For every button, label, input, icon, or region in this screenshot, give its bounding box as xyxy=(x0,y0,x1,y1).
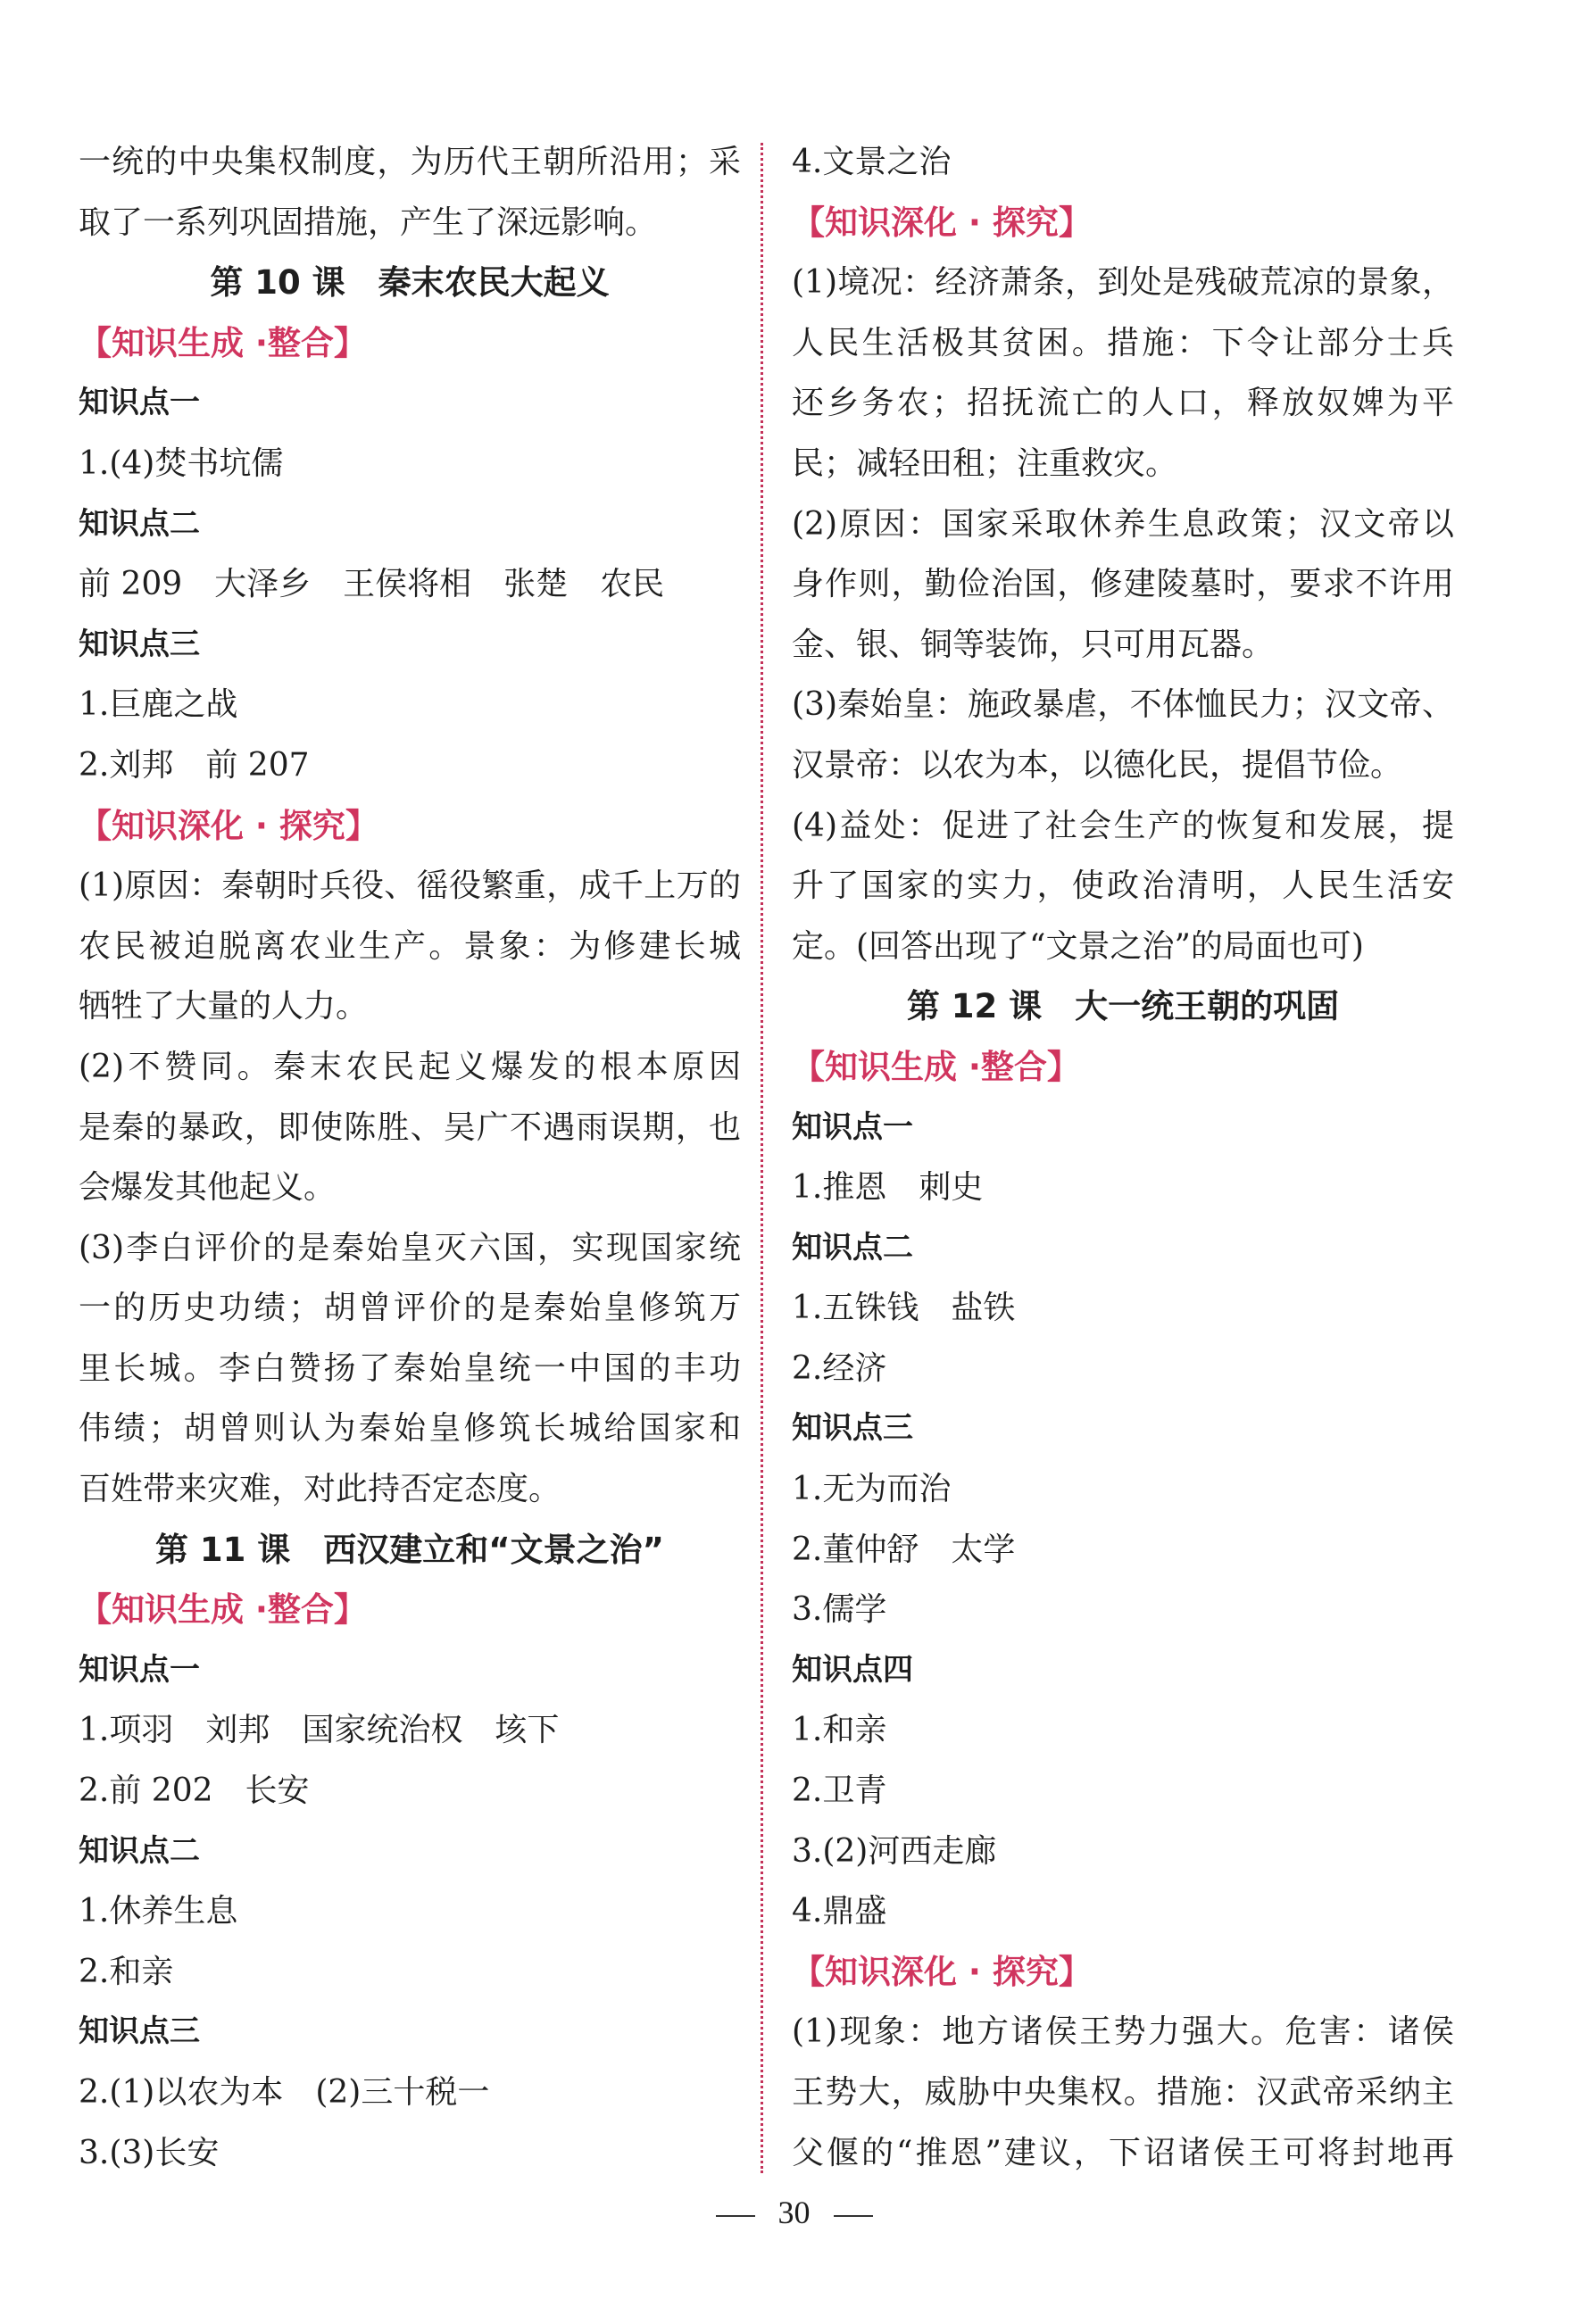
knowledge-point-heading: 知识点二 xyxy=(79,505,200,542)
text-line: 1.和亲 xyxy=(792,1712,887,1749)
text-line: 1.(4)焚书坑儒 xyxy=(79,444,284,482)
page-footer xyxy=(0,2194,1588,2231)
lesson-title: 第 11 课 西汉建立和“文景之治” xyxy=(155,1530,664,1569)
section-tag: 【知识深化 · 探究】 xyxy=(79,806,378,845)
text-line: 农民被迫脱离农业生产。景象：为修建长城 xyxy=(79,927,741,965)
knowledge-point-heading: 知识点四 xyxy=(792,1651,913,1688)
text-line: 定。(回答出现了“文景之治”的局面也可) xyxy=(792,927,1364,965)
text-line: 还乡务农；招抚流亡的人口，释放奴婢为平 xyxy=(792,385,1454,422)
text-line: 2.前 202 长安 xyxy=(79,1772,310,1810)
text-line: 会爆发其他起义。 xyxy=(79,1169,337,1207)
right-column xyxy=(792,132,1454,2183)
section-tag: 【知识深化 · 探究】 xyxy=(792,203,1092,242)
section-tag: 【知识生成 ·整合】 xyxy=(79,1590,367,1630)
text-line: (1)现象：地方诸侯王势力强大。危害：诸侯 xyxy=(792,2013,1454,2051)
knowledge-point-heading: 知识点二 xyxy=(79,1832,200,1869)
text-line: 民；减轻田租；注重救灾。 xyxy=(792,444,1178,482)
text-line: 2.卫青 xyxy=(792,1772,887,1810)
footer-dash-left xyxy=(716,2215,755,2217)
lesson-title: 第 10 课 秦末农民大起义 xyxy=(210,263,610,303)
section-tag: 【知识生成 ·整合】 xyxy=(79,323,367,362)
text-line: 2.(1)以农为本 (2)三十税一 xyxy=(79,2074,490,2111)
section-tag: 【知识生成 ·整合】 xyxy=(792,1047,1080,1086)
knowledge-point-heading: 知识点三 xyxy=(792,1410,913,1447)
text-line: 4.文景之治 xyxy=(792,144,952,180)
text-line: 1.推恩 刺史 xyxy=(792,1169,984,1207)
text-line: 3.(3)长安 xyxy=(79,2134,220,2171)
section-tag: 【知识深化 · 探究】 xyxy=(792,1952,1092,1991)
text-line: (2)不赞同。秦末农民起义爆发的根本原因 xyxy=(79,1048,741,1085)
text-line: 里长城。李白赞扬了秦始皇统一中国的丰功 xyxy=(79,1349,741,1387)
text-line: 汉景帝：以农为本，以德化民，提倡节俭。 xyxy=(792,746,1403,784)
text-line: 身作则，勤俭治国，修建陵墓时，要求不许用 xyxy=(792,566,1454,603)
knowledge-point-heading: 知识点三 xyxy=(79,626,200,662)
page-number: 30 xyxy=(777,2195,811,2230)
knowledge-point-heading: 知识点一 xyxy=(79,385,200,421)
text-line: 1.休养生息 xyxy=(79,1893,238,1930)
text-line: 牺牲了大量的人力。 xyxy=(79,988,369,1025)
knowledge-point-heading: 知识点三 xyxy=(79,2013,200,2050)
text-line: 1.巨鹿之战 xyxy=(79,686,238,724)
text-line: (1)境况：经济萧条，到处是残破荒凉的景象， xyxy=(792,264,1454,302)
knowledge-point-heading: 知识点二 xyxy=(792,1229,913,1266)
text-line: 前 209 大泽乡 王侯将相 张楚 农民 xyxy=(79,566,665,603)
text-line: 升了国家的实力，使政治清明，人民生活安 xyxy=(792,867,1454,905)
text-line: 一统的中央集权制度，为历代王朝所沿用；采 xyxy=(79,144,741,180)
text-line: 王势大，威胁中央集权。措施：汉武帝采纳主 xyxy=(792,2074,1454,2111)
text-line: 人民生活极其贫困。措施：下令让部分士兵 xyxy=(792,324,1454,361)
text-line: 取了一系列巩固措施，产生了深远影响。 xyxy=(79,203,658,241)
text-line: (3)秦始皇：施政暴虐，不体恤民力；汉文帝、 xyxy=(792,686,1454,724)
text-line: 2.经济 xyxy=(792,1349,887,1387)
text-line: 1.项羽 刘邦 国家统治权 垓下 xyxy=(79,1712,560,1749)
text-line: 2.刘邦 前 207 xyxy=(79,746,310,784)
text-line: 金、银、铜等装饰，只可用瓦器。 xyxy=(792,626,1275,663)
text-line: 一的历史功绩；胡曾评价的是秦始皇修筑万 xyxy=(79,1290,741,1327)
text-line: (4)益处：促进了社会生产的恢复和发展，提 xyxy=(792,807,1454,844)
text-line: 百姓带来灾难，对此持否定态度。 xyxy=(79,1471,561,1508)
text-line: (2)原因：国家采取休养生息政策；汉文帝以 xyxy=(792,505,1454,543)
footer-dash-right xyxy=(834,2215,873,2217)
text-line: 2.和亲 xyxy=(79,1953,174,1990)
text-line: (3)李白评价的是秦始皇灭六国，实现国家统 xyxy=(79,1229,741,1266)
text-line: 3.(2)河西走廊 xyxy=(792,1832,997,1870)
text-line: 伟绩；胡曾则认为秦始皇修筑长城给国家和 xyxy=(79,1410,741,1448)
text-line: 是秦的暴政，即使陈胜、吴广不遇雨误期，也 xyxy=(79,1108,741,1146)
knowledge-point-heading: 知识点一 xyxy=(79,1651,200,1688)
text-line: 1.五铢钱 盐铁 xyxy=(792,1290,1016,1327)
text-line: 2.董仲舒 太学 xyxy=(792,1531,1016,1568)
left-column xyxy=(79,132,741,2183)
text-line: 4.鼎盛 xyxy=(792,1893,887,1930)
lesson-title: 第 12 课 大一统王朝的巩固 xyxy=(906,987,1340,1026)
text-line: (1)原因：秦朝时兵役、徭役繁重，成千上万的 xyxy=(79,867,741,905)
text-line: 1.无为而治 xyxy=(792,1471,952,1508)
column-divider xyxy=(761,143,763,2173)
knowledge-point-heading: 知识点一 xyxy=(792,1108,913,1145)
text-line: 父偃的“推恩”建议，下诏诸侯王可将封地再 xyxy=(792,2134,1454,2171)
text-line: 3.儒学 xyxy=(792,1591,887,1629)
